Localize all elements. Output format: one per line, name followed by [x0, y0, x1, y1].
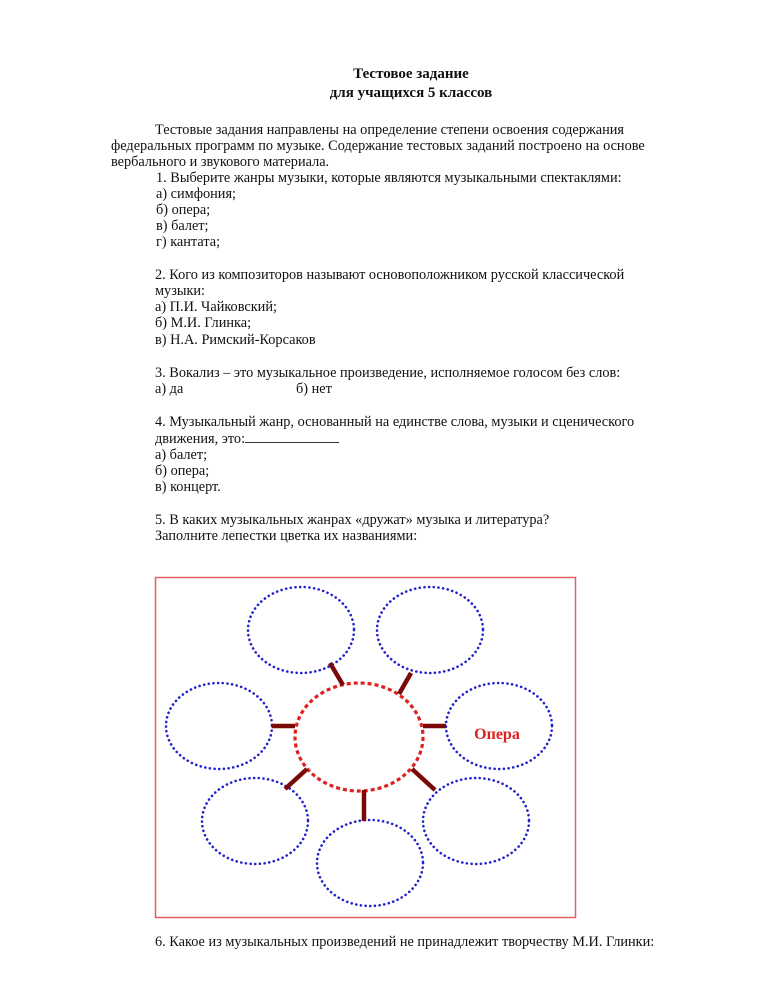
- petal-bottom-left[interactable]: [202, 778, 308, 864]
- petal-top-right[interactable]: [377, 587, 483, 673]
- q3-option: б) нет: [296, 381, 332, 397]
- q5-question: 5. В каких музыкальных жанрах «дружат» музыка и литература?: [155, 512, 550, 528]
- q1-question: 1. Выберите жанры музыки, которые являются музыкальными спектаклями:: [156, 170, 622, 186]
- q5-question: Заполните лепестки цветка их названиями:: [155, 528, 418, 544]
- q4-option: б) опера;: [155, 463, 210, 479]
- doc-subtitle: для учащихся 5 классов: [329, 85, 493, 101]
- q4-question: 4. Музыкальный жанр, основанный на единстве слова, музыки и сценического: [155, 414, 635, 430]
- petal-label-opera: Опера: [474, 726, 520, 743]
- q2-option: б) М.И. Глинка;: [155, 315, 252, 331]
- petal-bottom-right[interactable]: [423, 778, 529, 864]
- q1-option: в) балет;: [156, 218, 209, 234]
- q4-option: в) концерт.: [155, 479, 221, 495]
- stem: [330, 663, 343, 685]
- q6-question: 6. Какое из музыкальных произведений не принадлежит творчеству М.И. Глинки:: [155, 934, 655, 950]
- intro-line: вербального и звукового материала.: [111, 154, 330, 170]
- q1-option: г) кантата;: [156, 234, 221, 250]
- stem: [399, 673, 411, 694]
- q2-question: музыки:: [155, 283, 206, 299]
- stem: [285, 769, 307, 789]
- petal-bottom[interactable]: [317, 820, 423, 906]
- q3-option: а) да: [155, 381, 184, 397]
- intro-line: федеральных программ по музыке. Содержание тестовых заданий построено на основе: [111, 138, 645, 154]
- q2-question: 2. Кого из композиторов называют основоположником русской классической: [155, 267, 625, 283]
- q3-question: 3. Вокализ – это музыкальное произведение, исполняемое голосом без слов:: [155, 365, 621, 381]
- q1-option: а) симфония;: [156, 186, 236, 202]
- petal-left[interactable]: [166, 683, 272, 769]
- flower-center[interactable]: [295, 683, 423, 791]
- q4-option: а) балет;: [155, 447, 208, 463]
- stem: [412, 769, 435, 790]
- doc-title: Тестовое задание: [353, 66, 469, 82]
- diagram-frame: [156, 578, 576, 918]
- q2-option: а) П.И. Чайковский;: [155, 299, 277, 315]
- petal-top-left[interactable]: [248, 587, 354, 673]
- intro-line: Тестовые задания направлены на определение степени освоения содержания: [155, 122, 624, 138]
- q1-option: б) опера;: [156, 202, 211, 218]
- q4-question-text: движения, это:: [155, 431, 246, 447]
- q2-option: в) Н.А. Римский-Корсаков: [155, 332, 316, 348]
